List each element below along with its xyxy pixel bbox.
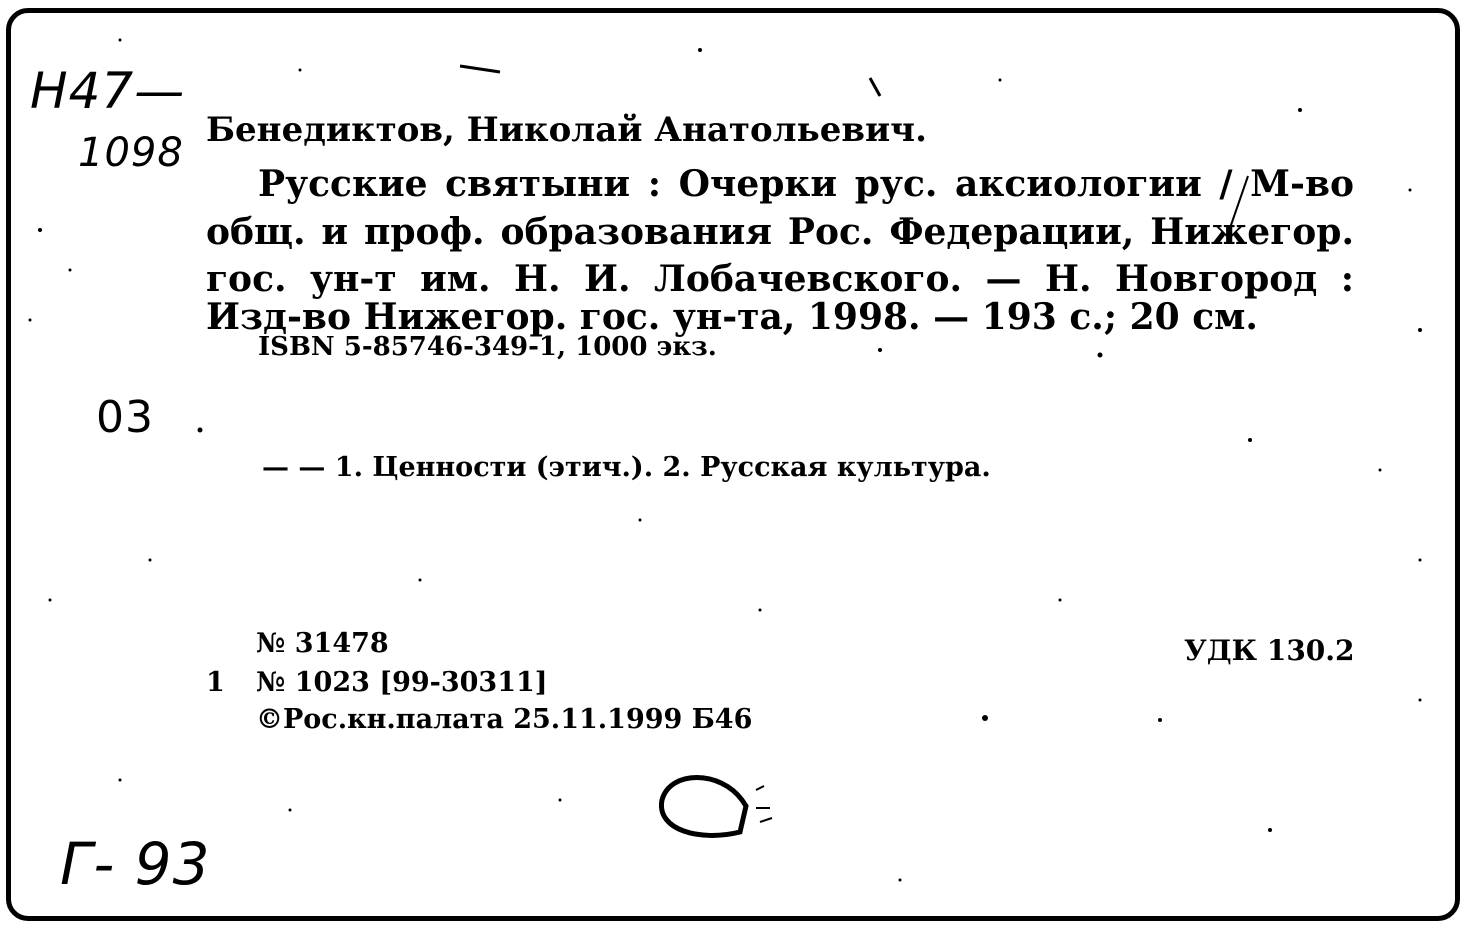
registry-number: № 1023 [99-30311] (256, 667, 548, 698)
subject-headings: — — 1. Ценности (этич.). 2. Русская культура. (262, 452, 991, 483)
title-line-1: Русские святыни : Очерки рус. аксиологии / М-во (258, 163, 1354, 205)
record-number: № 31478 (256, 628, 389, 659)
title-line-4: Изд-во Нижегор. гос. ун-та, 1998. — 193 с.; 20 см. (206, 296, 1258, 338)
book-chamber-line: ©Рос.кн.палата 25.11.1999 Б46 (256, 704, 753, 735)
isbn-line: ISBN 5-85746-349-1, 1000 экз. (258, 332, 717, 362)
shelf-mark-top: Н47— (30, 62, 186, 120)
title-line-3: гос. ун-т им. Н. И. Лобачевского. — Н. Новгород : (206, 258, 1354, 300)
udk-code: УДК 130.2 (1184, 634, 1355, 667)
title-line-2: общ. и проф. образования Рос. Федерации, Нижегор. (206, 211, 1354, 253)
number-prefix: 1 (206, 667, 225, 698)
shelf-mark-year: 1098 (78, 130, 184, 176)
handwritten-bottom-mark: Г- 93 (60, 830, 211, 898)
handwritten-code: 03 (96, 392, 154, 443)
author-heading: Бенедиктов, Николай Анатольевич. (206, 110, 927, 150)
